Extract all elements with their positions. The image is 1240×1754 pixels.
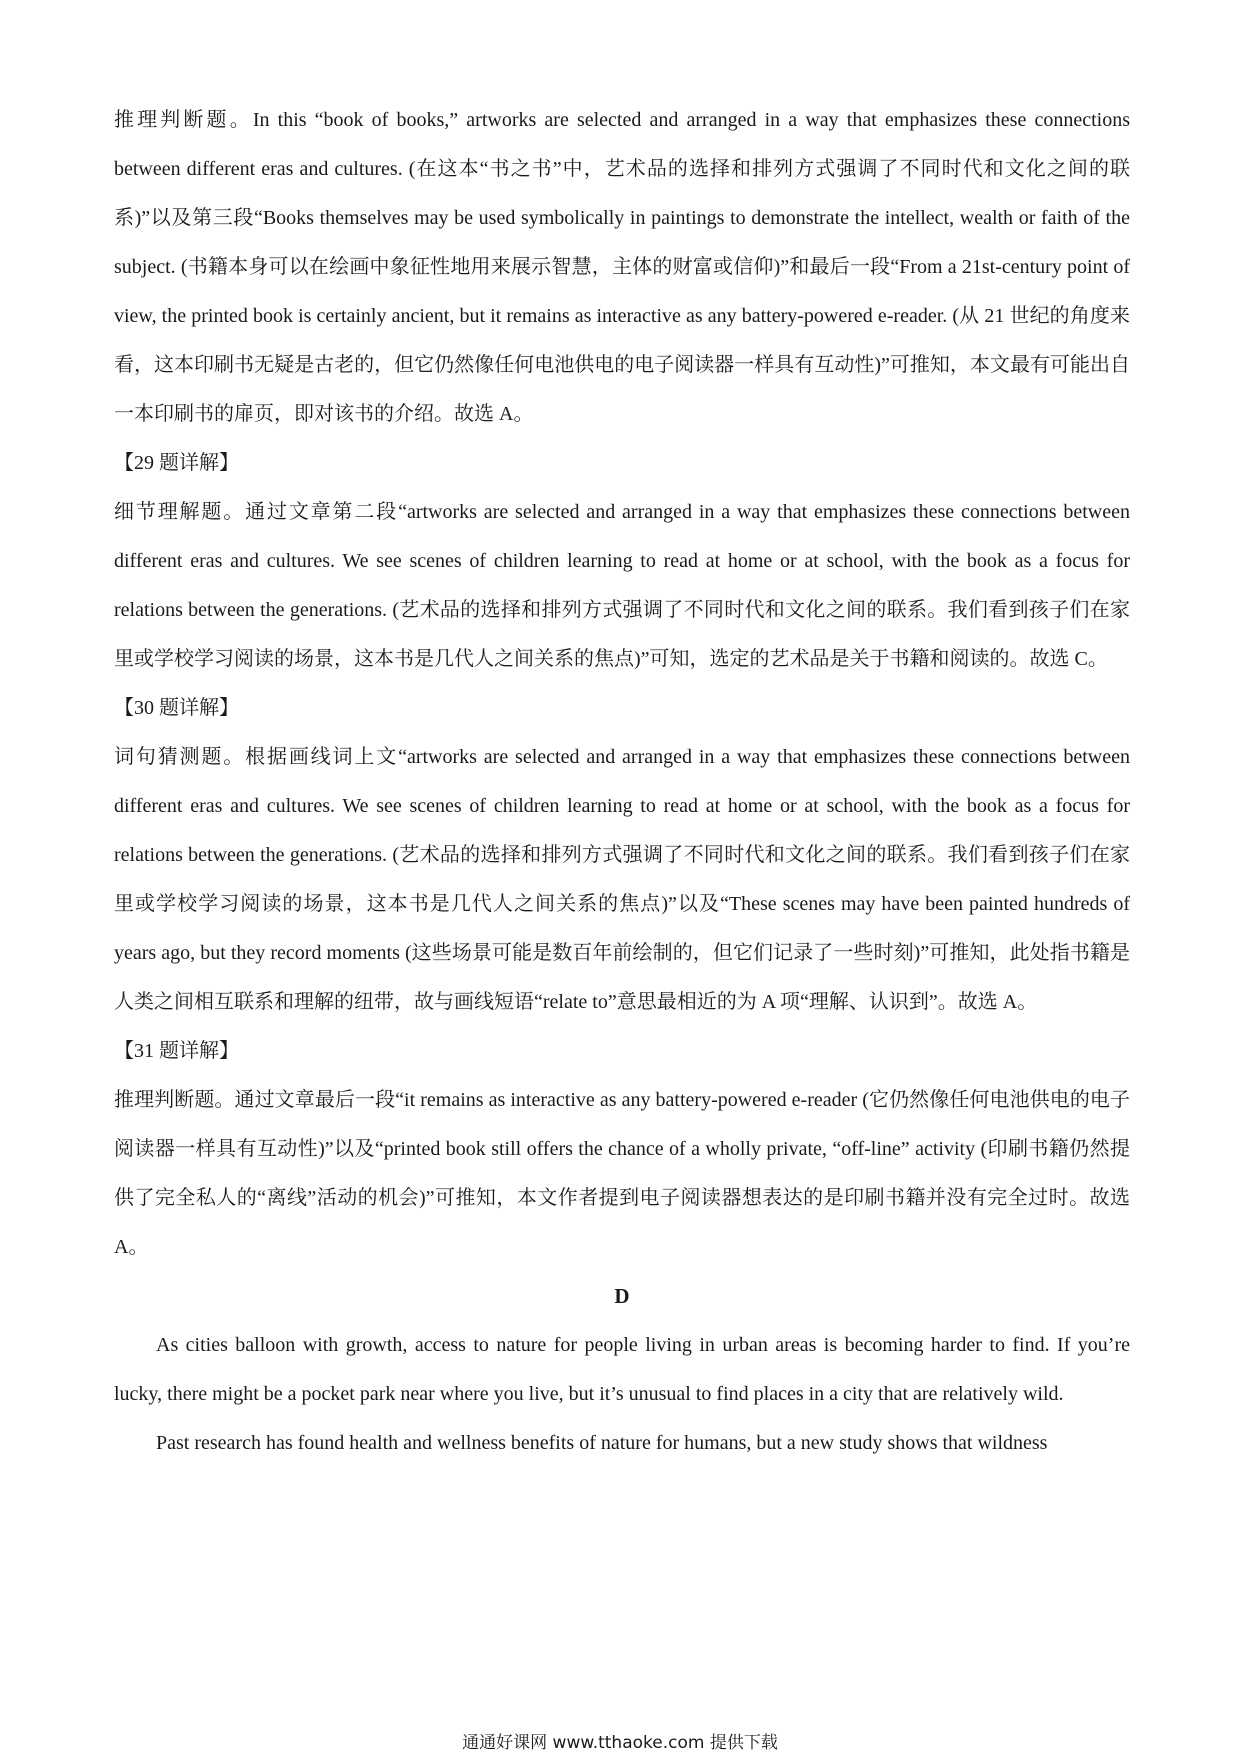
explanation-30-text: 词句猜测题。根据画线词上文“artworks are selected and arranged in a way that emphasizes these connections between different eras and cultures. We see scenes of children learning to read at home or at school, with the book as a focus for relations between the generations. (艺术品的选择和排列方式强调了不同时代和文化之间的联系。我们看到孩子们在家里或学校学习阅读的场景，这本书是几代人之间关系的焦点)”以及“These scenes may have been painted hundreds of years ago, but they record moments (这些场景可能是数百年前绘制的，但它们记录了一些时刻)”可推知，此处指书籍是人类之间相互联系和理解的纽带，故与画线短语“relate to”意思最相近的为 A 项“理解、认识到”。故选 A。 (114, 746, 1130, 1013)
page-footer: 通通好课网 www.tthaoke.com 提供下载 (462, 1733, 778, 1753)
passage-paragraph-1: As cities balloon with growth, access to nature for people living in urban areas is becoming harder to find. If you’re lucky, there might be a pocket park near where you live, but it’s unusual to find places in a city that are relatively wild. (114, 1334, 1130, 1405)
explanation-28-text: 推理判断题。In this “book of books,” artworks are selected and arranged in a way that emphasizes these connections between different eras and cultures. (在这本“书之书”中，艺术品的选择和排列方式强调了不同时代和文化之间的联系)”以及第三段“Books themselves may be used symbolically in paintings to demonstrate the intellect, wealth or faith of the subject. (书籍本身可以在绘画中象征性地用来展示智慧，主体的财富或信仰)”和最后一段“From a 21st-century point of view, the printed book is certainly ancient, but it remains as interactive as any battery-powered e-reader. (从 21 世纪的角度来看，这本印刷书无疑是古老的，但它仍然像任何电池供电的电子阅读器一样具有互动性)”可推知，本文最有可能出自一本印刷书的扉页，即对该书的介绍。故选 A。 (114, 109, 1130, 425)
explanation-29-text: 细节理解题。通过文章第二段“artworks are selected and arranged in a way that emphasizes these connections between different eras and cultures. We see scenes of children learning to read at home or at school, with the book as a focus for relations between the generations. (艺术品的选择和排列方式强调了不同时代和文化之间的联系。我们看到孩子们在家里或学校学习阅读的场景，这本书是几代人之间关系的焦点)”可知，选定的艺术品是关于书籍和阅读的。故选 C。 (114, 501, 1130, 670)
explanation-29-heading: 【29 题详解】 (114, 452, 239, 474)
explanation-31-text: 推理判断题。通过文章最后一段“it remains as interactive as any battery-powered e-reader (它仍然像任何电池供电的电子阅读器一样具有互动性)”以及“printed book still offers the chance of a wholly private, “off-line” activity (印刷书籍仍然提供了完全私人的“离线”活动的机会)”可推知，本文作者提到电子阅读器想表达的是印刷书籍并没有完全过时。故选 A。 (114, 1089, 1130, 1258)
explanation-30-heading: 【30 题详解】 (114, 697, 239, 719)
passage-paragraph-2: Past research has found health and wellness benefits of nature for humans, but a new study shows that wildness (156, 1432, 1048, 1454)
section-d-title: D (614, 1284, 630, 1308)
explanation-31-heading: 【31 题详解】 (114, 1040, 239, 1062)
page-content (114, 96, 1130, 1468)
